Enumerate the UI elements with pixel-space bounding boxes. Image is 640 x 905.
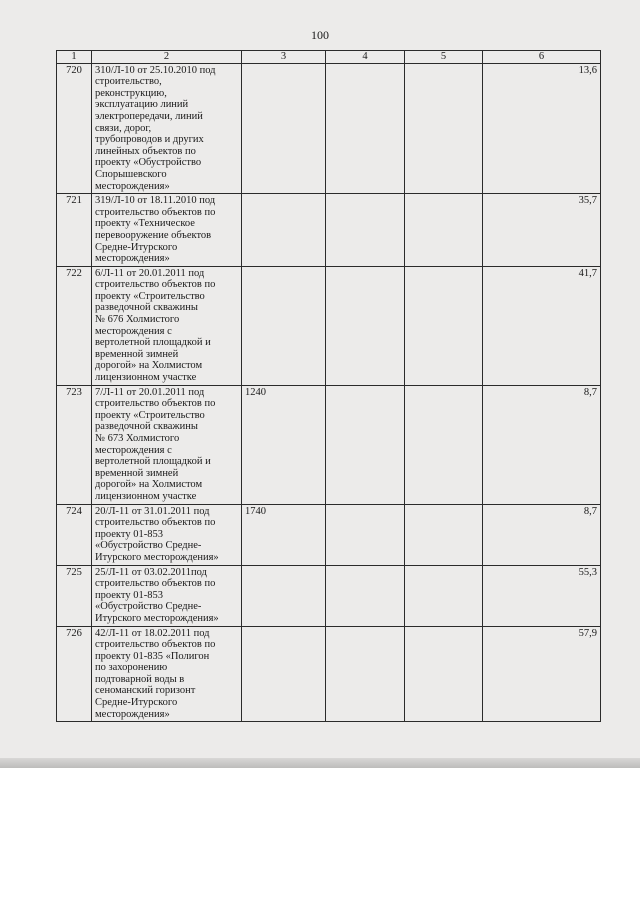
column-5-cell (405, 504, 483, 565)
description-cell: 42/Л-11 от 18.02.2011 под строительство объектов по проекту 01-835 «Полигон по захоронению подтоварной воды в сеноманский горизонт Средне-Итурского месторождения» (92, 626, 242, 722)
column-3-cell (242, 266, 326, 385)
scan-edge (0, 758, 640, 768)
row-number-cell: 721 (57, 194, 92, 267)
column-header: 5 (405, 51, 483, 64)
column-5-cell (405, 63, 483, 194)
column-6-cell: 8,7 (483, 385, 601, 504)
column-5-cell (405, 385, 483, 504)
row-number-cell: 720 (57, 63, 92, 194)
table-row (57, 385, 601, 504)
description-cell: 6/Л-11 от 20.01.2011 под строительство объектов по проекту «Строительство разведочной скважины № 676 Холмистого месторождения с вертолетной площадкой и временной зимней дорогой» на Холмистом лицензионном участке (92, 266, 242, 385)
column-header: 2 (92, 51, 242, 64)
table-row (57, 504, 601, 565)
column-4-cell (326, 63, 405, 194)
page-number: 100 (311, 28, 329, 42)
column-4-cell (326, 385, 405, 504)
column-6-cell: 55,3 (483, 565, 601, 626)
column-3-cell (242, 63, 326, 194)
description-cell: 20/Л-11 от 31.01.2011 под строительство объектов по проекту 01-853 «Обустройство Средне- Итурского месторождения» (92, 504, 242, 565)
column-header: 4 (326, 51, 405, 64)
header-row (57, 51, 601, 64)
column-4-cell (326, 626, 405, 722)
column-3-cell (242, 626, 326, 722)
column-4-cell (326, 565, 405, 626)
column-4-cell (326, 194, 405, 267)
column-header: 1 (57, 51, 92, 64)
table-row (57, 266, 601, 385)
column-4-cell (326, 266, 405, 385)
column-5-cell (405, 266, 483, 385)
column-3-cell: 1240 (242, 385, 326, 504)
row-number-cell: 722 (57, 266, 92, 385)
table-row (57, 626, 601, 722)
column-3-cell (242, 194, 326, 267)
column-6-cell: 41,7 (483, 266, 601, 385)
row-number-cell: 724 (57, 504, 92, 565)
column-header: 6 (483, 51, 601, 64)
description-cell: 310/Л-10 от 25.10.2010 под строительство, реконструкцию, эксплуатацию линий электропередачи, линий связи, дорог, трубопроводов и других линейных объектов по проекту «Обустройство Спорышевского месторождения» (92, 63, 242, 194)
description-cell: 7/Л-11 от 20.01.2011 под строительство объектов по проекту «Строительство разведочной скважины № 673 Холмистого месторождения с вертолетной площадкой и временной зимней дорогой» на Холмистом лицензионном участке (92, 385, 242, 504)
row-number-cell: 723 (57, 385, 92, 504)
column-5-cell (405, 194, 483, 267)
row-number-cell: 726 (57, 626, 92, 722)
column-6-cell: 13,6 (483, 63, 601, 194)
description-cell: 25/Л-11 от 03.02.2011под строительство объектов по проекту 01-853 «Обустройство Средне- Итурского месторождения» (92, 565, 242, 626)
table-row (57, 63, 601, 194)
column-3-cell: 1740 (242, 504, 326, 565)
column-header: 3 (242, 51, 326, 64)
column-6-cell: 57,9 (483, 626, 601, 722)
column-3-cell (242, 565, 326, 626)
column-5-cell (405, 626, 483, 722)
row-number-cell: 725 (57, 565, 92, 626)
table-row (57, 565, 601, 626)
column-4-cell (326, 504, 405, 565)
register-table (56, 50, 601, 722)
column-6-cell: 35,7 (483, 194, 601, 267)
description-cell: 319/Л-10 от 18.11.2010 под строительство объектов по проекту «Техническое перевооружение объектов Средне-Итурского месторождения» (92, 194, 242, 267)
table-row (57, 194, 601, 267)
column-5-cell (405, 565, 483, 626)
column-6-cell: 8,7 (483, 504, 601, 565)
